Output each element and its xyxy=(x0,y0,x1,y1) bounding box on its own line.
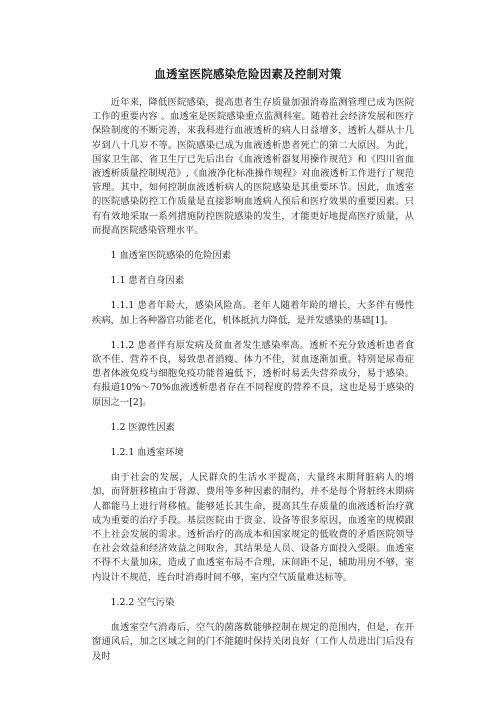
subsection-heading: 1.1 患者自身因素 xyxy=(110,275,185,287)
paragraph-air-pollution: 血透室空气消毒后，空气的菌落数能够控制在规定的范围内，但是，在开窗通风后，加之区域之间的门不能随时保持关闭良好（工作人员进出门后没有及时 xyxy=(92,622,414,662)
paragraph-environment: 由于社会的发展，人民群众的生活水平提高，大量终末期肾脏病人的增加，而肾脏移植由于肾源、费用等多种因素的制约，并不是每个肾脏终末期病人都能马上进行肾移植。能够延长其生命，提高其生存质量的血液透析治疗就成为重要的治疗手段。基层医院由于资金、设备等很多原因，血透室的规模跟不上社会发展的需求。透析治疗的高成本和国家规定的低收费的矛盾医院领导在社会效益和经济效益之间取舍，其结果是人员、设备方面投入受限。血透室不得不大量加床，造成了血透室布局不合理，床间距不足，辅助用房不够，室内设计不规范，连台时消毒时间不够，室内空气质量难达标等。 xyxy=(92,472,414,583)
document-body xyxy=(92,96,414,675)
section-heading: 1 血透室医院感染的危险因素 xyxy=(110,250,232,262)
paragraph-age-risk: 1.1.1 患者年龄大，感染风险高。老年人随着年龄的增长，大多伴有慢性疾病，加上各种器官功能老化，机体抵抗力降低，是并发感染的基础[1]。 xyxy=(92,300,414,326)
subsubsection-heading: 1.2.1 血透室环境 xyxy=(110,447,184,459)
paragraph-anemia-risk: 1.1.2 患者伴有原发病及贫血者发生感染率高。透析不充分致透析患者食欲不佳、营养不良，易致患者消瘦、体力不佳，贫血逐渐加重。特别是尿毒症患者体液免疫与细胞免疫功能普遍低下，透析时易丢失营养成分，易于感染。有报道10%～70%血液透析患者存在不同程度的营养不良，这也是易于感染的原因之一[2]。 xyxy=(92,339,414,408)
subsection-heading: 1.2 医源性因素 xyxy=(110,421,175,433)
document-title: 血透室医院感染危险因素及控制对策 xyxy=(154,67,342,81)
subsubsection-heading: 1.2.2 空气污染 xyxy=(110,596,175,608)
paragraph-intro: 近年来，降低医院感染，提高患者生存质量加强消毒监测管理已成为医院工作的重要内容 。血透室是医院感染重点监测科室。随着社会经济发展和医疗保险制度的不断完善，来我科进行血液透析的病人日益增多，透析人群从十几岁到八十几岁不等。医院感染已成为血液透析患者死亡的第二大原因。为此，国家卫生部、省卫生厅已先后出台《血液透析器复用操作规范》和《四川省血液透析质量控制规范》,《血液净化标准操作规程》对血液透析工作进行了规范管理。其中，如何控制血液透析病人的医院感染是其重要环节。因此，血透室的医院感染防控工作质量是直接影响血透病人预后和医疗效果的重要因素。只有有效地采取一系列措施防控医院感染的发生，才能更好地提高医疗质量，从而提高医院感染管理水平。 xyxy=(92,97,414,236)
